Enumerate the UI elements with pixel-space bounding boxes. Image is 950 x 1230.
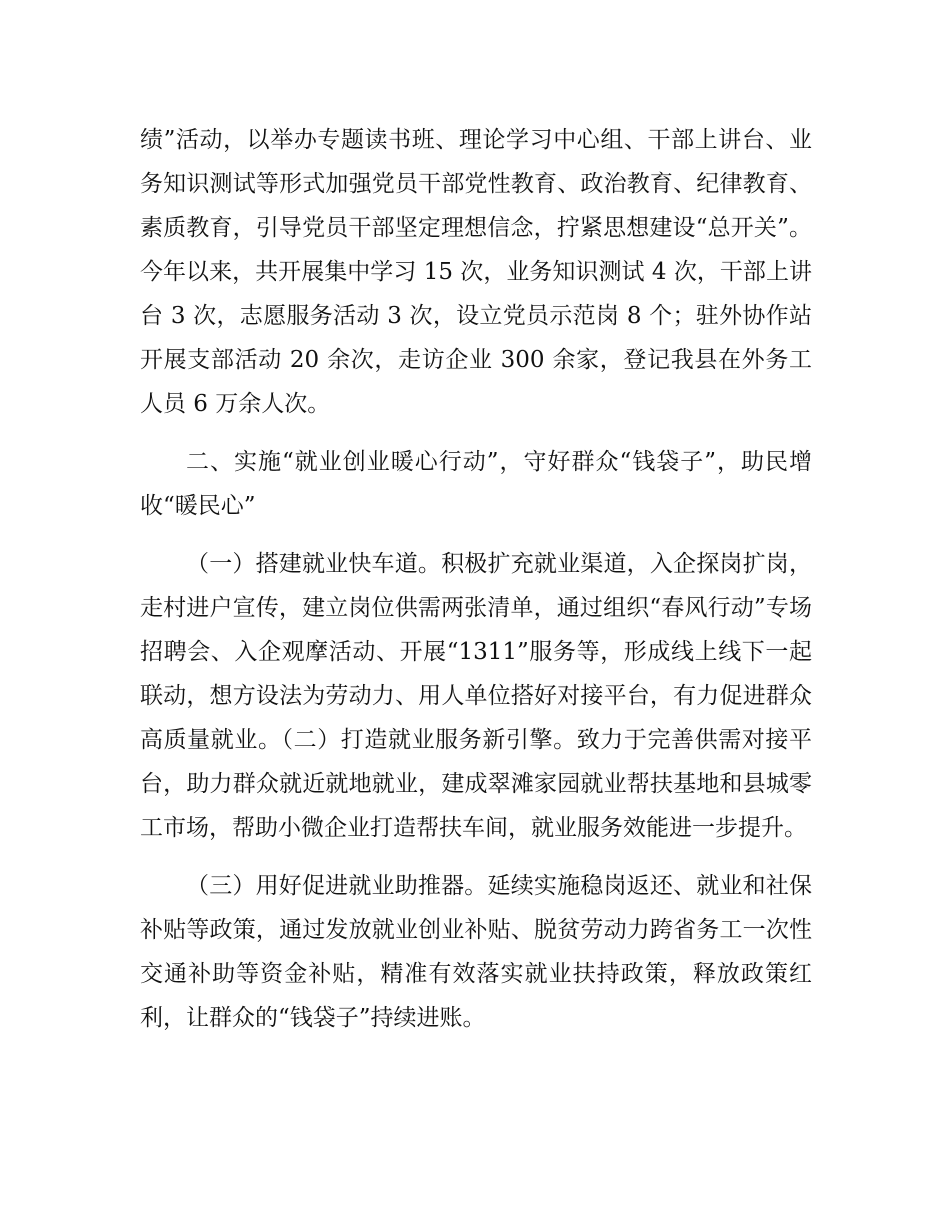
paragraph-employment-channels: （一）搭建就业快车道。积极扩充就业渠道，入企探岗扩岗，走村进户宣传，建立岗位供需两张清单，通过组织“春风行动”专场招聘会、入企观摩活动、开展“1311”服务等，形成线上线下一起联动，想方设法为劳动力、用人单位搭好对接平台，有力促进群众高质量就业。（二）打造就业服务新引擎。致力于完善供需对接平台，助力群众就近就地就业，建成翠滩家园就业帮扶基地和县城零工市场，帮助小微企业打造帮扶车间，就业服务效能进一步提升。	[140, 551, 812, 841]
paragraph-employment-subsidies: （三）用好促进就业助推器。延续实施稳岗返还、就业和社保补贴等政策，通过发放就业创业补贴、脱贫劳动力跨省务工一次性交通补助等资金补贴，精准有效落实就业扶持政策，释放政策红利，让群众的“钱袋子”持续进账。	[140, 873, 812, 1031]
section-heading-employment: 二、实施“就业创业暖心行动”，守好群众“钱袋子”，助民增收“暖民心”	[140, 449, 812, 519]
paragraph-party-education: 绩”活动，以举办专题读书班、理论学习中心组、干部上讲台、业务知识测试等形式加强党员干部党性教育、政治教育、纪律教育、素质教育，引导党员干部坚定理想信念，拧紧思想建设“总开关”。今年以来，共开展集中学习 15 次，业务知识测试 4 次，干部上讲台 3 次，志愿服务活动 3 次，设立党员示范岗 8 个；驻外协作站开展支部活动 20 余次，走访企业 300 余家，登记我县在外务工人员 6 万余人次。	[140, 127, 812, 417]
document-body	[140, 118, 812, 1040]
